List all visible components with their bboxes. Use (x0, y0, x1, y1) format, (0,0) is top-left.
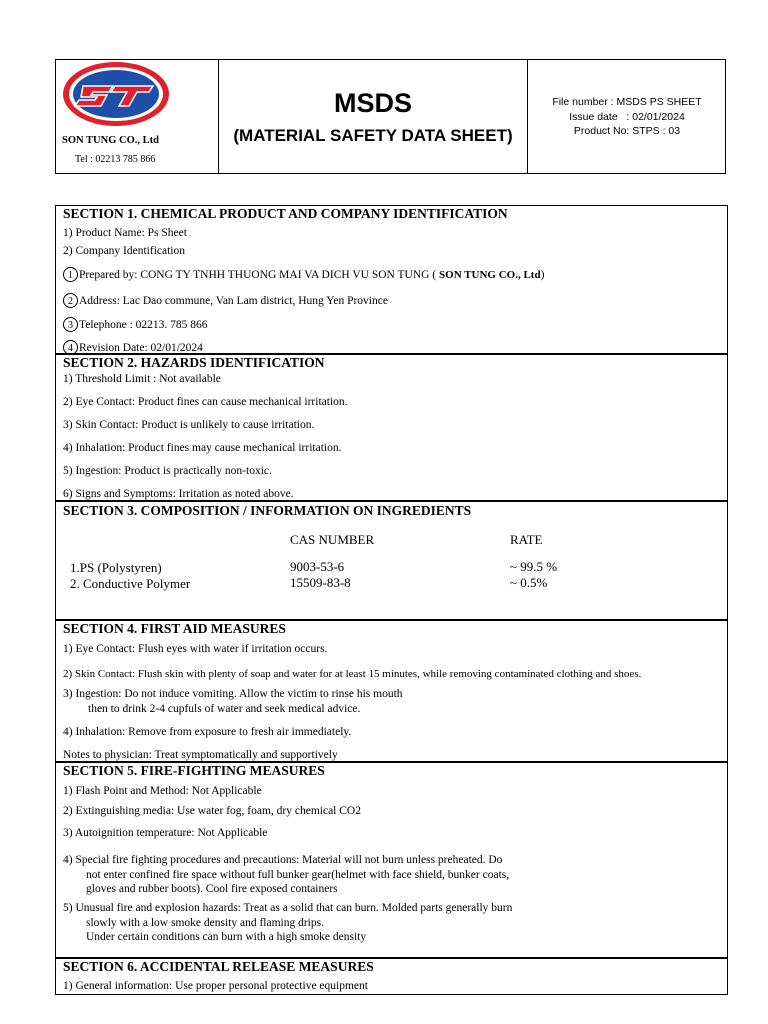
circled-number: 4 (63, 340, 78, 355)
prepared-by: Prepared by: CONG TY TNHH THUONG MAI VA DICH VU SON TUNG ( (79, 269, 440, 281)
list-item: 1) Eye Contact: Flush eyes with water if irritation occurs. (63, 643, 328, 655)
column-header-rate: RATE (510, 532, 543, 547)
list-item: 4) Inhalation: Product fines may cause mechanical irritation. (63, 442, 342, 454)
ingredient-name: 1.PS (Polystyren) (70, 560, 162, 575)
document-subtitle: (MATERIAL SAFETY DATA SHEET) (233, 126, 513, 145)
circled-number: 3 (63, 317, 78, 332)
company-telephone: Tel : 02213 785 866 (75, 154, 156, 165)
list-item: 5) Ingestion: Product is practically non-toxic. (63, 465, 272, 477)
list-item: 2) Eye Contact: Product fines can cause mechanical irritation. (63, 396, 348, 408)
company-bold: SON TUNG CO., Ltd (439, 269, 541, 281)
section-2 (55, 354, 728, 501)
section-title: SECTION 5. FIRE-FIGHTING MEASURES (63, 763, 325, 778)
list-item: 3) Autoignition temperature: Not Applicable (63, 827, 268, 839)
file-info (528, 95, 726, 139)
ingredient-name: 2. Conductive Polymer (70, 576, 191, 591)
circled-number: 1 (63, 267, 78, 282)
list-item: 1) General information: Use proper personal protective equipment (63, 980, 368, 992)
list-item: 6) Signs and Symptoms: Irritation as noted above. (63, 488, 294, 500)
revision-date: Revision Date: 02/01/2024 (79, 342, 203, 354)
section-title: SECTION 2. HAZARDS IDENTIFICATION (63, 355, 325, 370)
list-item: 3) Skin Contact: Product is unlikely to cause irritation. (63, 419, 315, 431)
section-title: SECTION 6. ACCIDENTAL RELEASE MEASURES (63, 959, 374, 974)
list-item-continued: then to drink 2-4 cupfuls of water and seek medical advice. (88, 703, 361, 715)
list-item: 2) Skin Contact: Flush skin with plenty of soap and water for at least 15 minutes, while removing contaminated clothing and shoes. (63, 668, 642, 680)
list-item-continued: not enter confined fire space without full bunker gear(helmet with face shield, bunker coats, (86, 869, 510, 881)
list-item: 2) Extinguishing media: Use water fog, foam, dry chemical CO2 (63, 805, 361, 817)
list-item (63, 267, 544, 282)
ingredient-rate: ~ 0.5% (510, 575, 548, 590)
section-3 (55, 501, 728, 620)
section-title: SECTION 1. CHEMICAL PRODUCT AND COMPANY IDENTIFICATION (63, 206, 508, 221)
section-4 (55, 620, 728, 762)
list-item (63, 293, 388, 308)
document-title: MSDS (333, 88, 412, 118)
list-item-continued: Under certain conditions can burn with a high smoke density (86, 931, 367, 943)
list-item: 1) Flash Point and Method: Not Applicable (63, 785, 262, 797)
section-title: SECTION 3. COMPOSITION / INFORMATION ON INGREDIENTS (63, 503, 472, 518)
address: Address: Lac Dao commune, Van Lam district, Hung Yen Province (79, 295, 388, 307)
list-item (63, 317, 208, 332)
paren: ) (540, 269, 545, 281)
product-number: Product No: STPS : 03 (573, 125, 681, 137)
list-item-continued: slowly with a low smoke density and flaming drips. (86, 917, 324, 929)
list-item (63, 340, 203, 355)
physician-notes: Notes to physician: Treat symptomatically and supportively (63, 749, 338, 761)
ingredient-rate: ~ 99.5 % (510, 559, 558, 574)
list-item: 4) Special fire fighting procedures and precautions: Material will not burn unless preheated. Do (63, 854, 503, 866)
company-name: SON TUNG CO., Ltd (62, 135, 159, 146)
list-item: 2) Company Identification (63, 245, 185, 257)
list-item: 5) Unusual fire and explosion hazards: Treat as a solid that can burn. Molded parts generally burn (63, 902, 513, 914)
column-header-cas: CAS NUMBER (290, 532, 375, 547)
section-5 (55, 762, 728, 958)
list-item: 3) Ingestion: Do not induce vomiting. Allow the victim to rinse his mouth (63, 688, 403, 700)
telephone: Telephone : 02213. 785 866 (79, 319, 208, 331)
list-item: 1) Product Name: Ps Sheet (63, 227, 187, 239)
section-1 (55, 205, 728, 354)
list-item: 4) Inhalation: Remove from exposure to fresh air immediately. (63, 726, 352, 738)
section-title: SECTION 4. FIRST AID MEASURES (63, 621, 286, 636)
company-logo (61, 60, 171, 128)
ingredient-cas: 9003-53-6 (290, 559, 345, 574)
circled-number: 2 (63, 293, 78, 308)
list-item-continued: gloves and rubber boots). Cool fire exposed containers (86, 883, 338, 895)
list-item: 1) Threshold Limit : Not available (63, 373, 221, 385)
section-6 (55, 958, 728, 995)
ingredient-cas: 15509-83-8 (290, 575, 351, 590)
issue-date: Issue date : 02/01/2024 (569, 110, 685, 123)
file-number: File number : MSDS PS SHEET (552, 96, 702, 108)
